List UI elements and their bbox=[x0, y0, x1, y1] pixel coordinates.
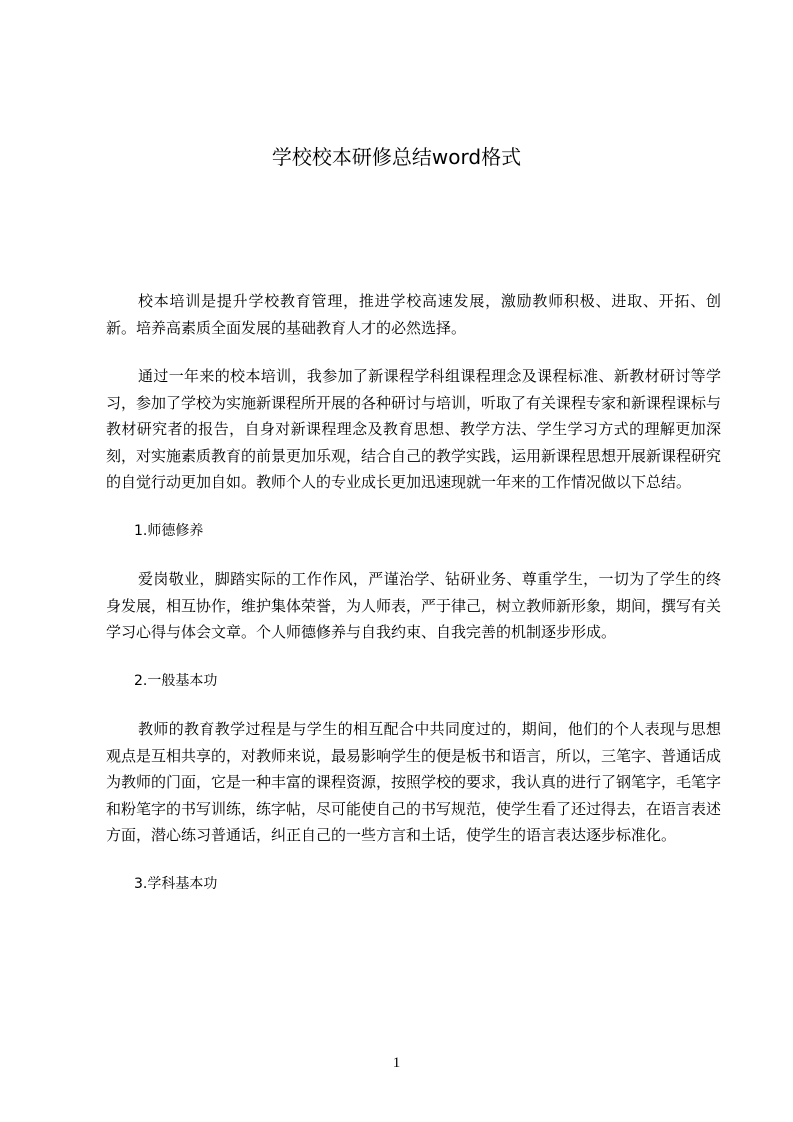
document-title: 学校校本研修总结word格式 bbox=[271, 145, 522, 169]
section-heading-ethics: 1.师德修养 bbox=[134, 522, 204, 539]
section-heading-basic-skills: 2.一般基本功 bbox=[134, 672, 218, 689]
document-body bbox=[106, 288, 721, 919]
section-text-basic-skills: 教师的教育教学过程是与学生的相互配合中共同度过的，期间，他们的个人表现与思想观点是互相共享的，对教师来说，最易影响学生的便是板书和语言，所以，三笔字、普通话成为教师的门面，它是一种丰富的课程资源，按照学校的要求，我认真的进行了钢笔字，毛笔字和粉笔字的书写训练，练字帖，尽可能使自己的书写规范，使学生看了还过得去，在语言表述方面，潜心练习普通话，纠正自己的一些方言和土话，使学生的语言表达逐步标准化。 bbox=[106, 720, 722, 844]
page-number: 1 bbox=[392, 1055, 401, 1071]
section-heading-subject-skills: 3.学科基本功 bbox=[134, 875, 218, 892]
summary-paragraph: 通过一年来的校本培训，我参加了新课程学科组课程理念及课程标准、新教材研讨等学习，参加了学校为实施新课程所开展的各种研讨与培训，听取了有关课程专家和新课程课标与教材研究者的报告，自身对新课程理念及教育思想、教学方法、学生学习方式的理解更加深刻，对实施素质教育的前景更加乐观，结合自己的教学实践，运用新课程思想开展新课程研究的自觉行动更加自如。教师个人的专业成长更加迅速现就一年来的工作情况做以下总结。 bbox=[106, 367, 722, 491]
section-text-ethics: 爱岗敬业，脚踏实际的工作作风，严谨治学、钻研业务、尊重学生，一切为了学生的终身发展，相互协作，维护集体荣誉，为人师表，严于律己，树立教师新形象，期间，撰写有关学习心得与体会文章。个人师德修养与自我约束、自我完善的机制逐步形成。 bbox=[106, 570, 722, 641]
intro-paragraph: 校本培训是提升学校教育管理，推进学校高速发展，激励教师积极、进取、开拓、创新。培养高素质全面发展的基础教育人才的必然选择。 bbox=[106, 292, 721, 337]
